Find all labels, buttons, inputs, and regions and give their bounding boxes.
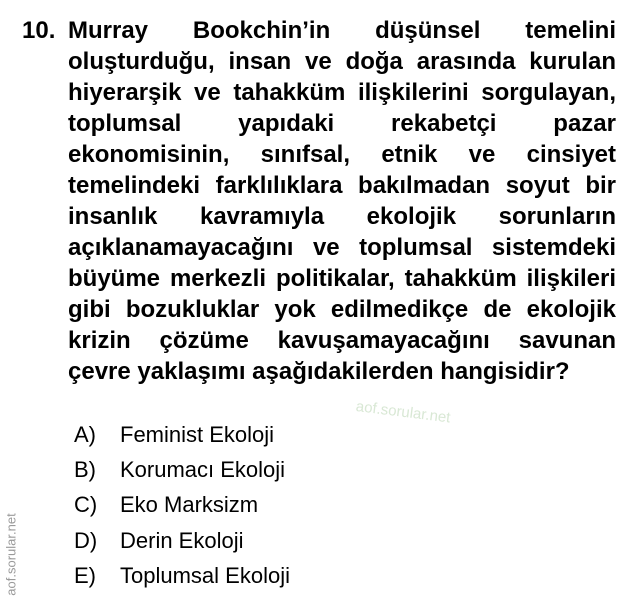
question-block xyxy=(22,15,618,387)
option-text: Eko Marksizm xyxy=(120,492,259,518)
option-text: Toplumsal Ekoloji xyxy=(120,562,290,588)
option-text: Korumacı Ekoloji xyxy=(120,456,286,482)
option-letter: A) xyxy=(74,421,96,447)
option-letter: D) xyxy=(74,527,98,553)
question-number: 10. xyxy=(22,17,56,44)
option-b[interactable] xyxy=(74,452,474,487)
option-letter: C) xyxy=(74,492,98,518)
option-text: Derin Ekoloji xyxy=(120,527,244,553)
option-text: Feminist Ekoloji xyxy=(120,421,275,447)
option-d[interactable] xyxy=(74,523,474,558)
option-e[interactable] xyxy=(74,558,474,593)
option-letter: B) xyxy=(74,456,96,482)
watermark-center: aof.sorular.net xyxy=(354,398,452,427)
option-c[interactable] xyxy=(74,488,474,523)
option-letter: E) xyxy=(74,562,96,588)
watermark-side: aof.sorular.net xyxy=(3,513,19,596)
option-a[interactable] xyxy=(74,417,474,452)
answer-options xyxy=(74,417,474,593)
question-text: Murray Bookchin’in düşünsel temelini oluşturduğu, insan ve doğa arasında kurulan hiyerarşik ve tahakküm ilişkilerini sorgulayan, toplumsal yapıdaki rekabetçi pazar ekonomisinin, sınıfsal, etnik ve cinsiyet temelindeki farklılıklara bakılmadan soyut bir insanlık kavramıyla ekolojik sorunların açıklanamayacağını ve toplumsal sistemdeki büyüme merkezli politikalar, tahakküm ilişkileri gibi bozukluklar yok edilmedikçe de ekolojik krizin çözüme kavuşamayacağını savunan çevre yaklaşımı aşağıdakilerden hangisidir? xyxy=(68,17,616,385)
